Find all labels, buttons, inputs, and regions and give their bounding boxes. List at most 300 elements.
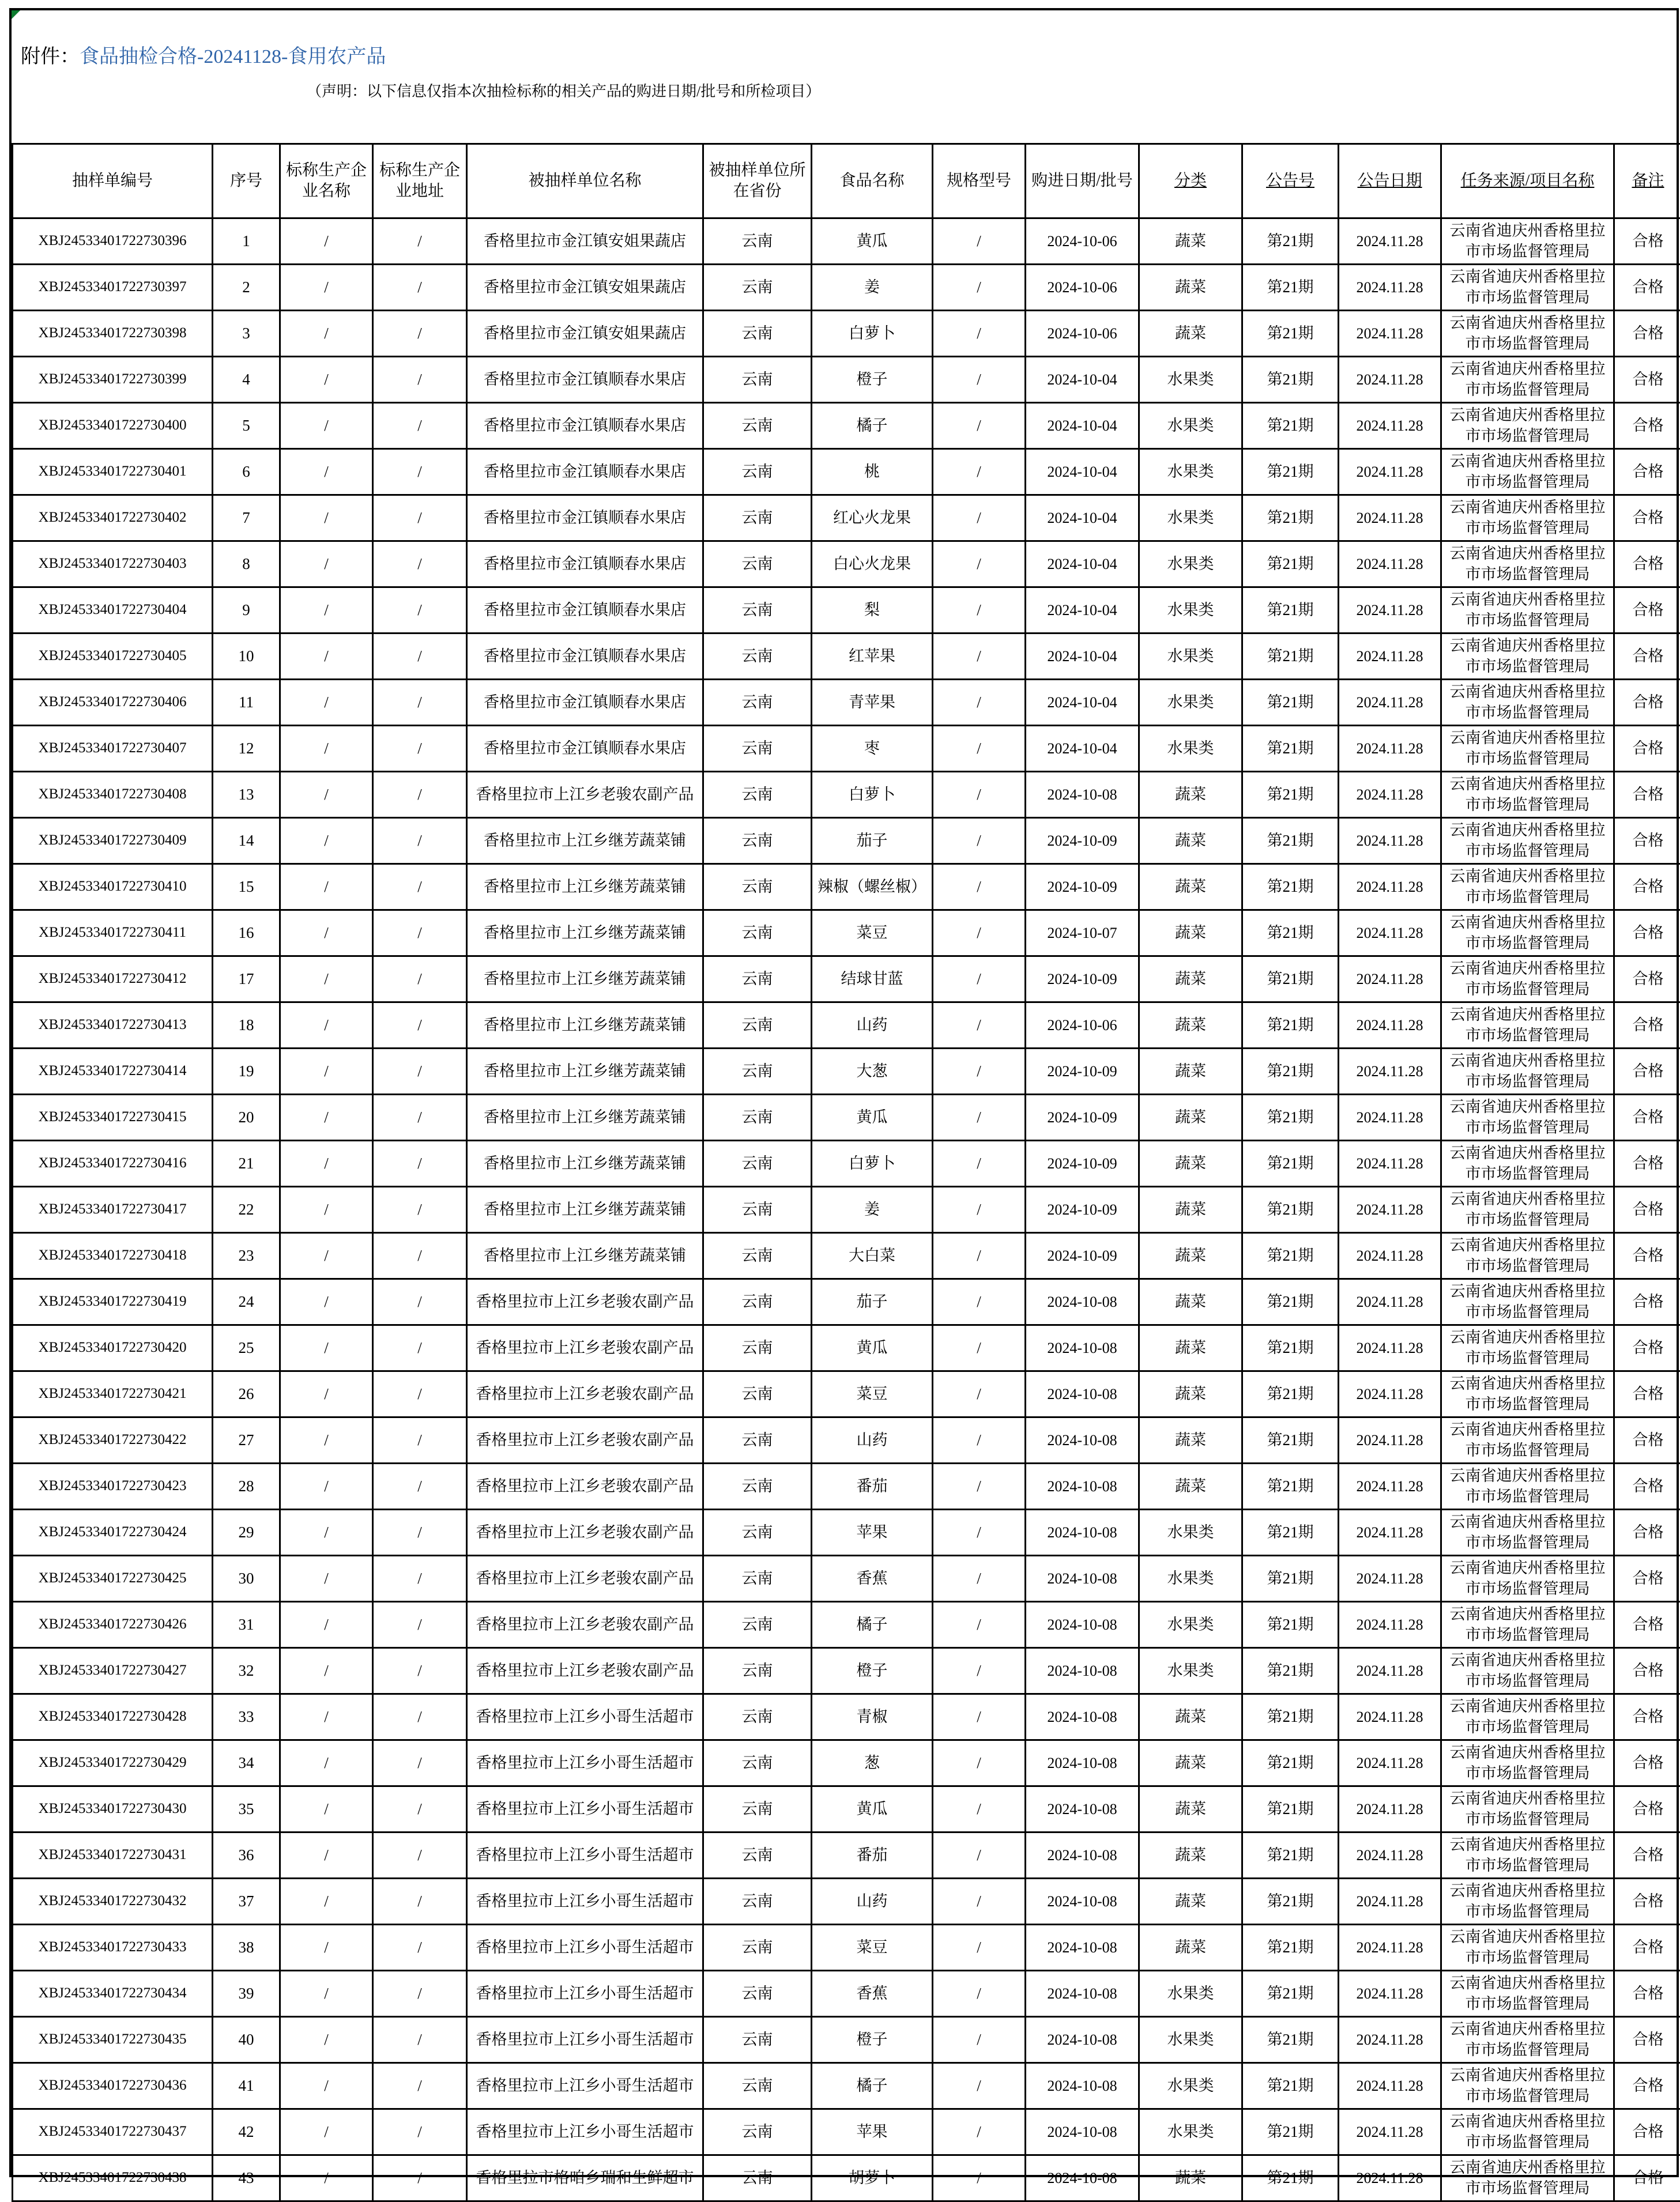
cell-food: 青椒: [812, 1694, 933, 1740]
cell-spec: /: [933, 1187, 1026, 1233]
cell-unit: 香格里拉市金江镇安姐果蔬店: [467, 265, 703, 311]
cell-remark: 合格: [1614, 1371, 1680, 1417]
cell-food: 葱: [812, 1740, 933, 1786]
cell-spec: /: [933, 449, 1026, 495]
cell-notice_no: 第21期: [1242, 403, 1339, 449]
cell-producer_addr: /: [373, 2017, 467, 2063]
cell-id: XBJ24533401722730427: [13, 1648, 213, 1694]
cell-date: 2024-10-07: [1026, 910, 1139, 956]
cell-notice_date: 2024.11.28: [1339, 587, 1441, 634]
cell-date: 2024-10-08: [1026, 1925, 1139, 1971]
cell-food: 辣椒（螺丝椒）: [812, 864, 933, 910]
cell-date: 2024-10-06: [1026, 218, 1139, 265]
table-row: [13, 403, 1680, 449]
cell-producer_name: /: [280, 1833, 373, 1879]
cell-spec: /: [933, 541, 1026, 587]
cell-source: 云南省迪庆州香格里拉市市场监督管理局: [1441, 1602, 1614, 1648]
cell-notice_date: 2024.11.28: [1339, 1602, 1441, 1648]
column-header-date: 购进日期/批号: [1026, 144, 1139, 218]
cell-category: 蔬菜: [1139, 1371, 1242, 1417]
cell-producer_addr: /: [373, 541, 467, 587]
cell-category: 水果类: [1139, 541, 1242, 587]
cell-date: 2024-10-09: [1026, 1049, 1139, 1095]
cell-notice_no: 第21期: [1242, 495, 1339, 541]
cell-producer_addr: /: [373, 1002, 467, 1049]
table-row: [13, 1325, 1680, 1371]
cell-province: 云南: [703, 1233, 812, 1279]
cell-source: 云南省迪庆州香格里拉市市场监督管理局: [1441, 495, 1614, 541]
cell-unit: 香格里拉市上江乡老骏农副产品: [467, 1556, 703, 1602]
cell-unit: 香格里拉市上江乡继芳蔬菜铺: [467, 864, 703, 910]
column-header-notice_date: 公告日期: [1339, 144, 1441, 218]
cell-spec: /: [933, 1049, 1026, 1095]
cell-province: 云南: [703, 818, 812, 864]
cell-seq: 36: [213, 1833, 280, 1879]
cell-producer_name: /: [280, 495, 373, 541]
cell-notice_no: 第21期: [1242, 311, 1339, 357]
cell-notice_date: 2024.11.28: [1339, 1648, 1441, 1694]
cell-notice_no: 第21期: [1242, 1510, 1339, 1556]
cell-unit: 香格里拉市上江乡小哥生活超市: [467, 1786, 703, 1833]
cell-category: 水果类: [1139, 1971, 1242, 2017]
table-row: [13, 1233, 1680, 1279]
cell-unit: 香格里拉市上江乡老骏农副产品: [467, 1371, 703, 1417]
cell-province: 云南: [703, 956, 812, 1002]
cell-remark: 合格: [1614, 1325, 1680, 1371]
cell-producer_addr: /: [373, 818, 467, 864]
cell-seq: 32: [213, 1648, 280, 1694]
cell-province: 云南: [703, 2063, 812, 2109]
cell-category: 蔬菜: [1139, 910, 1242, 956]
cell-category: 水果类: [1139, 1556, 1242, 1602]
cell-notice_date: 2024.11.28: [1339, 772, 1441, 818]
cell-notice_no: 第21期: [1242, 587, 1339, 634]
cell-producer_addr: /: [373, 1095, 467, 1141]
cell-seq: 41: [213, 2063, 280, 2109]
table-row: [13, 1095, 1680, 1141]
cell-spec: /: [933, 1786, 1026, 1833]
cell-unit: 香格里拉市上江乡老骏农副产品: [467, 1325, 703, 1371]
cell-notice_date: 2024.11.28: [1339, 1002, 1441, 1049]
cell-notice_date: 2024.11.28: [1339, 1510, 1441, 1556]
cell-spec: /: [933, 265, 1026, 311]
cell-date: 2024-10-08: [1026, 1279, 1139, 1325]
cell-unit: 香格里拉市上江乡老骏农副产品: [467, 1417, 703, 1464]
cell-producer_name: /: [280, 2155, 373, 2201]
cell-unit: 香格里拉市上江乡老骏农副产品: [467, 772, 703, 818]
cell-food: 白萝卜: [812, 1141, 933, 1187]
cell-province: 云南: [703, 726, 812, 772]
cell-producer_addr: /: [373, 311, 467, 357]
table-row: [13, 449, 1680, 495]
cell-food: 黄瓜: [812, 1325, 933, 1371]
cell-source: 云南省迪庆州香格里拉市市场监督管理局: [1441, 1648, 1614, 1694]
cell-producer_name: /: [280, 1049, 373, 1095]
cell-remark: 合格: [1614, 218, 1680, 265]
cell-category: 蔬菜: [1139, 1833, 1242, 1879]
cell-food: 菜豆: [812, 910, 933, 956]
cell-category: 水果类: [1139, 2017, 1242, 2063]
cell-date: 2024-10-06: [1026, 265, 1139, 311]
cell-province: 云南: [703, 2155, 812, 2201]
cell-date: 2024-10-06: [1026, 1002, 1139, 1049]
cell-unit: 香格里拉市上江乡继芳蔬菜铺: [467, 1141, 703, 1187]
cell-id: XBJ24533401722730430: [13, 1786, 213, 1833]
cell-notice_date: 2024.11.28: [1339, 1556, 1441, 1602]
cell-unit: 香格里拉市上江乡小哥生活超市: [467, 2109, 703, 2155]
cell-source: 云南省迪庆州香格里拉市市场监督管理局: [1441, 1556, 1614, 1602]
cell-province: 云南: [703, 1602, 812, 1648]
cell-id: XBJ24533401722730401: [13, 449, 213, 495]
table-row: [13, 265, 1680, 311]
cell-producer_name: /: [280, 218, 373, 265]
cell-unit: 香格里拉市上江乡小哥生活超市: [467, 1971, 703, 2017]
cell-notice_date: 2024.11.28: [1339, 495, 1441, 541]
column-header-producer_addr: 标称生产企业地址: [373, 144, 467, 218]
cell-remark: 合格: [1614, 1279, 1680, 1325]
cell-id: XBJ24533401722730414: [13, 1049, 213, 1095]
cell-category: 蔬菜: [1139, 1879, 1242, 1925]
cell-source: 云南省迪庆州香格里拉市市场监督管理局: [1441, 2155, 1614, 2201]
cell-province: 云南: [703, 1049, 812, 1095]
cell-producer_addr: /: [373, 910, 467, 956]
cell-seq: 24: [213, 1279, 280, 1325]
cell-remark: 合格: [1614, 541, 1680, 587]
cell-source: 云南省迪庆州香格里拉市市场监督管理局: [1441, 1233, 1614, 1279]
cell-producer_addr: /: [373, 680, 467, 726]
cell-source: 云南省迪庆州香格里拉市市场监督管理局: [1441, 1325, 1614, 1371]
cell-notice_date: 2024.11.28: [1339, 2063, 1441, 2109]
cell-province: 云南: [703, 1556, 812, 1602]
cell-food: 姜: [812, 1187, 933, 1233]
cell-remark: 合格: [1614, 634, 1680, 680]
table-row: [13, 495, 1680, 541]
cell-source: 云南省迪庆州香格里拉市市场监督管理局: [1441, 1279, 1614, 1325]
cell-seq: 5: [213, 403, 280, 449]
cell-notice_date: 2024.11.28: [1339, 1925, 1441, 1971]
column-header-remark: 备注: [1614, 144, 1680, 218]
cell-source: 云南省迪庆州香格里拉市市场监督管理局: [1441, 772, 1614, 818]
cell-category: 蔬菜: [1139, 1233, 1242, 1279]
cell-food: 苹果: [812, 1510, 933, 1556]
cell-spec: /: [933, 1740, 1026, 1786]
cell-id: XBJ24533401722730424: [13, 1510, 213, 1556]
cell-producer_name: /: [280, 1971, 373, 2017]
cell-remark: 合格: [1614, 772, 1680, 818]
cell-id: XBJ24533401722730406: [13, 680, 213, 726]
cell-producer_addr: /: [373, 1971, 467, 2017]
cell-food: 姜: [812, 265, 933, 311]
cell-source: 云南省迪庆州香格里拉市市场监督管理局: [1441, 1786, 1614, 1833]
cell-category: 水果类: [1139, 1602, 1242, 1648]
cell-province: 云南: [703, 311, 812, 357]
cell-source: 云南省迪庆州香格里拉市市场监督管理局: [1441, 587, 1614, 634]
cell-spec: /: [933, 2109, 1026, 2155]
cell-unit: 香格里拉市上江乡继芳蔬菜铺: [467, 1049, 703, 1095]
cell-date: 2024-10-08: [1026, 1694, 1139, 1740]
cell-spec: /: [933, 1971, 1026, 2017]
cell-producer_name: /: [280, 634, 373, 680]
cell-spec: /: [933, 2017, 1026, 2063]
sheet-frame: [9, 8, 1679, 2177]
cell-producer_addr: /: [373, 357, 467, 403]
cell-food: 苹果: [812, 2109, 933, 2155]
cell-notice_date: 2024.11.28: [1339, 2155, 1441, 2201]
cell-date: 2024-10-09: [1026, 818, 1139, 864]
cell-notice_date: 2024.11.28: [1339, 2017, 1441, 2063]
cell-source: 云南省迪庆州香格里拉市市场监督管理局: [1441, 1971, 1614, 2017]
cell-notice_no: 第21期: [1242, 1325, 1339, 1371]
cell-producer_addr: /: [373, 265, 467, 311]
cell-unit: 香格里拉市上江乡继芳蔬菜铺: [467, 1233, 703, 1279]
cell-province: 云南: [703, 1325, 812, 1371]
cell-source: 云南省迪庆州香格里拉市市场监督管理局: [1441, 2017, 1614, 2063]
cell-spec: /: [933, 1279, 1026, 1325]
table-row: [13, 1187, 1680, 1233]
column-header-id: 抽样单编号: [13, 144, 213, 218]
column-header-category: 分类: [1139, 144, 1242, 218]
table-row: [13, 680, 1680, 726]
cell-source: 云南省迪庆州香格里拉市市场监督管理局: [1441, 1417, 1614, 1464]
cell-notice_no: 第21期: [1242, 1925, 1339, 1971]
cell-producer_name: /: [280, 1233, 373, 1279]
cell-date: 2024-10-04: [1026, 495, 1139, 541]
cell-seq: 15: [213, 864, 280, 910]
cell-unit: 香格里拉市上江乡小哥生活超市: [467, 1925, 703, 1971]
cell-province: 云南: [703, 1971, 812, 2017]
cell-producer_name: /: [280, 357, 373, 403]
cell-seq: 17: [213, 956, 280, 1002]
cell-producer_name: /: [280, 449, 373, 495]
cell-producer_addr: /: [373, 2155, 467, 2201]
cell-producer_addr: /: [373, 1141, 467, 1187]
cell-producer_name: /: [280, 1464, 373, 1510]
cell-source: 云南省迪庆州香格里拉市市场监督管理局: [1441, 1833, 1614, 1879]
cell-notice_no: 第21期: [1242, 1049, 1339, 1095]
cell-notice_no: 第21期: [1242, 2155, 1339, 2201]
cell-date: 2024-10-04: [1026, 449, 1139, 495]
cell-food: 山药: [812, 1002, 933, 1049]
cell-notice_date: 2024.11.28: [1339, 311, 1441, 357]
cell-category: 蔬菜: [1139, 864, 1242, 910]
cell-remark: 合格: [1614, 1464, 1680, 1510]
cell-id: XBJ24533401722730432: [13, 1879, 213, 1925]
table-row: [13, 1694, 1680, 1740]
cell-food: 橘子: [812, 2063, 933, 2109]
cell-food: 白萝卜: [812, 772, 933, 818]
cell-producer_name: /: [280, 956, 373, 1002]
cell-remark: 合格: [1614, 1095, 1680, 1141]
cell-seq: 33: [213, 1694, 280, 1740]
cell-province: 云南: [703, 1187, 812, 1233]
cell-id: XBJ24533401722730423: [13, 1464, 213, 1510]
cell-producer_addr: /: [373, 726, 467, 772]
cell-category: 水果类: [1139, 2063, 1242, 2109]
cell-notice_date: 2024.11.28: [1339, 1879, 1441, 1925]
cell-source: 云南省迪庆州香格里拉市市场监督管理局: [1441, 1095, 1614, 1141]
cell-producer_name: /: [280, 864, 373, 910]
cell-province: 云南: [703, 634, 812, 680]
cell-producer_addr: /: [373, 1648, 467, 1694]
table-row: [13, 634, 1680, 680]
cell-seq: 40: [213, 2017, 280, 2063]
cell-notice_date: 2024.11.28: [1339, 1417, 1441, 1464]
table-row: [13, 956, 1680, 1002]
table-row: [13, 1833, 1680, 1879]
table-row: [13, 818, 1680, 864]
cell-food: 番茄: [812, 1464, 933, 1510]
cell-producer_name: /: [280, 541, 373, 587]
cell-source: 云南省迪庆州香格里拉市市场监督管理局: [1441, 864, 1614, 910]
cell-producer_addr: /: [373, 495, 467, 541]
cell-producer_addr: /: [373, 2063, 467, 2109]
cell-spec: /: [933, 1095, 1026, 1141]
cell-notice_no: 第21期: [1242, 1141, 1339, 1187]
cell-date: 2024-10-04: [1026, 587, 1139, 634]
cell-id: XBJ24533401722730434: [13, 1971, 213, 2017]
cell-seq: 39: [213, 1971, 280, 2017]
cell-unit: 香格里拉市上江乡小哥生活超市: [467, 1694, 703, 1740]
cell-source: 云南省迪庆州香格里拉市市场监督管理局: [1441, 1002, 1614, 1049]
cell-remark: 合格: [1614, 2017, 1680, 2063]
cell-producer_addr: /: [373, 449, 467, 495]
cell-seq: 6: [213, 449, 280, 495]
cell-id: XBJ24533401722730433: [13, 1925, 213, 1971]
cell-spec: /: [933, 1417, 1026, 1464]
cell-remark: 合格: [1614, 403, 1680, 449]
cell-remark: 合格: [1614, 311, 1680, 357]
cell-food: 红苹果: [812, 634, 933, 680]
cell-date: 2024-10-08: [1026, 1879, 1139, 1925]
cell-remark: 合格: [1614, 1971, 1680, 2017]
cell-id: XBJ24533401722730399: [13, 357, 213, 403]
cell-producer_name: /: [280, 1694, 373, 1740]
cell-category: 蔬菜: [1139, 956, 1242, 1002]
cell-province: 云南: [703, 2017, 812, 2063]
cell-producer_addr: /: [373, 1786, 467, 1833]
cell-notice_no: 第21期: [1242, 1694, 1339, 1740]
cell-province: 云南: [703, 1786, 812, 1833]
cell-id: XBJ24533401722730413: [13, 1002, 213, 1049]
cell-unit: 香格里拉市上江乡小哥生活超市: [467, 1879, 703, 1925]
cell-remark: 合格: [1614, 1879, 1680, 1925]
cell-unit: 香格里拉市上江乡老骏农副产品: [467, 1464, 703, 1510]
cell-unit: 香格里拉市金江镇顺春水果店: [467, 634, 703, 680]
table-row: [13, 772, 1680, 818]
cell-seq: 34: [213, 1740, 280, 1786]
cell-food: 菜豆: [812, 1371, 933, 1417]
cell-food: 橙子: [812, 357, 933, 403]
cell-notice_date: 2024.11.28: [1339, 265, 1441, 311]
cell-id: XBJ24533401722730418: [13, 1233, 213, 1279]
cell-province: 云南: [703, 910, 812, 956]
table-row: [13, 1602, 1680, 1648]
cell-remark: 合格: [1614, 1556, 1680, 1602]
cell-province: 云南: [703, 1510, 812, 1556]
cell-producer_addr: /: [373, 218, 467, 265]
cell-notice_no: 第21期: [1242, 1417, 1339, 1464]
cell-id: XBJ24533401722730417: [13, 1187, 213, 1233]
cell-seq: 37: [213, 1879, 280, 1925]
cell-producer_addr: /: [373, 1740, 467, 1786]
cell-category: 蔬菜: [1139, 1325, 1242, 1371]
cell-id: XBJ24533401722730397: [13, 265, 213, 311]
cell-category: 蔬菜: [1139, 1187, 1242, 1233]
cell-remark: 合格: [1614, 1694, 1680, 1740]
cell-notice_no: 第21期: [1242, 541, 1339, 587]
cell-notice_date: 2024.11.28: [1339, 1833, 1441, 1879]
cell-id: XBJ24533401722730426: [13, 1602, 213, 1648]
cell-remark: 合格: [1614, 2109, 1680, 2155]
cell-producer_addr: /: [373, 1187, 467, 1233]
cell-spec: /: [933, 2155, 1026, 2201]
cell-province: 云南: [703, 1371, 812, 1417]
cell-notice_date: 2024.11.28: [1339, 2109, 1441, 2155]
column-header-spec: 规格型号: [933, 144, 1026, 218]
cell-source: 云南省迪庆州香格里拉市市场监督管理局: [1441, 1879, 1614, 1925]
cell-date: 2024-10-09: [1026, 1095, 1139, 1141]
cell-spec: /: [933, 680, 1026, 726]
column-header-producer_name: 标称生产企业名称: [280, 144, 373, 218]
cell-category: 水果类: [1139, 495, 1242, 541]
cell-notice_no: 第21期: [1242, 1602, 1339, 1648]
cell-producer_addr: /: [373, 1233, 467, 1279]
cell-id: XBJ24533401722730428: [13, 1694, 213, 1740]
cell-date: 2024-10-08: [1026, 1648, 1139, 1694]
cell-food: 梨: [812, 587, 933, 634]
cell-remark: 合格: [1614, 956, 1680, 1002]
cell-producer_name: /: [280, 910, 373, 956]
cell-date: 2024-10-08: [1026, 1510, 1139, 1556]
cell-seq: 9: [213, 587, 280, 634]
cell-source: 云南省迪庆州香格里拉市市场监督管理局: [1441, 265, 1614, 311]
cell-category: 蔬菜: [1139, 2155, 1242, 2201]
cell-date: 2024-10-08: [1026, 2017, 1139, 2063]
cell-date: 2024-10-08: [1026, 2109, 1139, 2155]
cell-spec: /: [933, 1510, 1026, 1556]
cell-producer_name: /: [280, 2017, 373, 2063]
cell-notice_date: 2024.11.28: [1339, 680, 1441, 726]
cell-remark: 合格: [1614, 1740, 1680, 1786]
cell-unit: 香格里拉市金江镇顺春水果店: [467, 726, 703, 772]
cell-seq: 11: [213, 680, 280, 726]
cell-notice_no: 第21期: [1242, 1279, 1339, 1325]
cell-id: XBJ24533401722730435: [13, 2017, 213, 2063]
cell-seq: 28: [213, 1464, 280, 1510]
cell-food: 香蕉: [812, 1971, 933, 2017]
table-row: [13, 2017, 1680, 2063]
cell-date: 2024-10-04: [1026, 634, 1139, 680]
cell-remark: 合格: [1614, 1141, 1680, 1187]
cell-id: XBJ24533401722730438: [13, 2155, 213, 2201]
cell-producer_addr: /: [373, 2109, 467, 2155]
cell-spec: /: [933, 1464, 1026, 1510]
column-header-notice_no: 公告号: [1242, 144, 1339, 218]
attachment-link[interactable]: 食品抽检合格-20241128-食用农产品: [80, 46, 386, 67]
cell-category: 蔬菜: [1139, 1740, 1242, 1786]
table-row: [13, 2063, 1680, 2109]
cell-notice_no: 第21期: [1242, 726, 1339, 772]
attachment-title: [21, 40, 386, 69]
cell-province: 云南: [703, 1002, 812, 1049]
cell-notice_no: 第21期: [1242, 1556, 1339, 1602]
cell-date: 2024-10-06: [1026, 311, 1139, 357]
table-row: [13, 1371, 1680, 1417]
cell-province: 云南: [703, 1925, 812, 1971]
cell-seq: 2: [213, 265, 280, 311]
cell-spec: /: [933, 2063, 1026, 2109]
cell-remark: 合格: [1614, 2155, 1680, 2201]
